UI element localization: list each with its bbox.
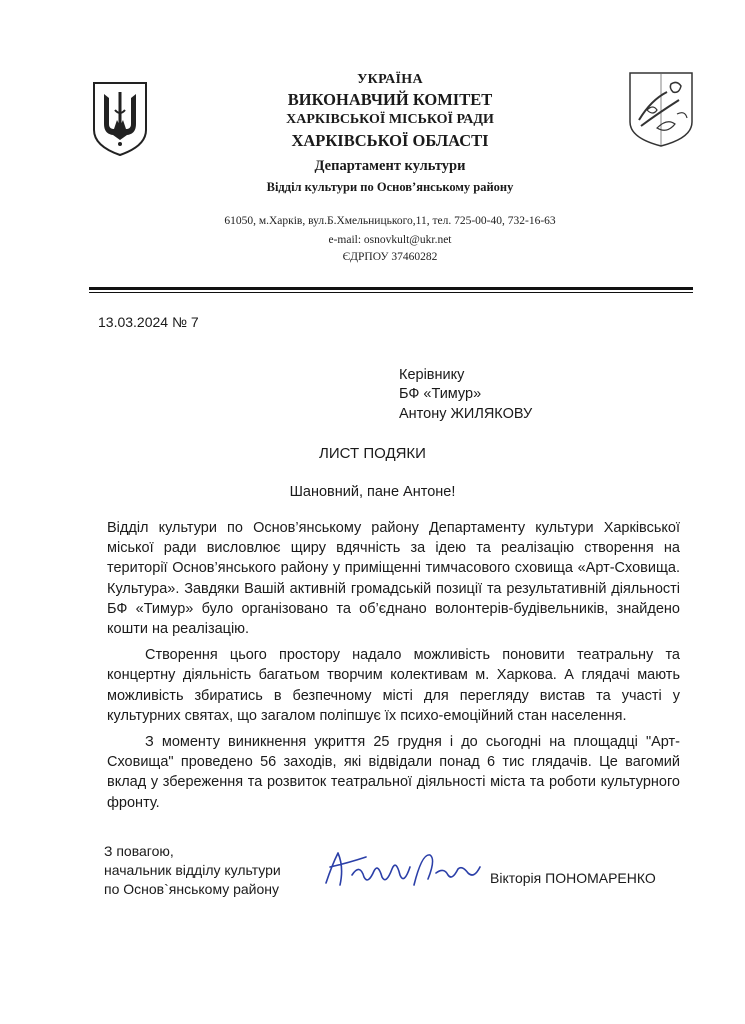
closing-line-1: З повагою, [104, 843, 174, 859]
salutation: Шановний, пане Антоне! [289, 484, 456, 500]
recipient-line-1: Керівнику [399, 367, 465, 383]
letterhead-committee: ВИКОНАВЧИЙ КОМІТЕТ [287, 90, 493, 109]
letterhead-edrpou: ЄДРПОУ 37460282 [342, 251, 438, 263]
letterhead-office: Відділ культури по Основ’янському району [266, 180, 514, 194]
document-title: ЛИСТ ПОДЯКИ [319, 445, 426, 462]
letterhead-email: e-mail: osnovkult@ukr.net [328, 234, 452, 246]
body-paragraph-2: Створення цього простору надало можливість поновити театральну та концертну діяльність багатьом творчим колективам м. Харкова. А глядачі мають можливість збиратись в безпечному місті для перегляду вистав та участі у культурних святах, що загалом поліпшує їх психо-емоційний стан населення. [107, 647, 680, 724]
letterhead-country: УКРАЇНА [357, 72, 423, 87]
body-paragraph-3: З моменту виникнення укриття 25 грудня і до сьогодні на площадці "Арт-Сховища" проведено 56 заходів, які відвідали понад 6 тис глядачів. Це вагомий вклад у збереження та розвиток театральної діяльності міста та роботи культурного фронту. [107, 734, 680, 811]
recipient-line-3: Антону ЖИЛЯКОВУ [399, 406, 533, 422]
letterhead-address: 61050, м.Харків, вул.Б.Хмельницького,11, тел. 725-00-40, 732-16-63 [224, 215, 556, 227]
closing-line-2: начальник відділу культури [104, 862, 281, 878]
closing-line-3: по Основ`янському району [104, 881, 280, 897]
body-paragraph-1: Відділ культури по Основ’янському району Департаменту культури Харківської міської ради висловлює щиру вдячність за ідею та реалізацію створення на території Основ’янського району у приміщенні тимчасового сховища «Арт-Сховища. Культура». Завдяки Вашій активній громадській позиції та результативній діяльності БФ «Тимур» було організовано та об’єднано волонтерів-будівельників, знайдено кошти на реалізацію. [107, 520, 680, 638]
closing-block [104, 842, 281, 899]
letterhead-council: ХАРКІВСЬКОЇ МІСЬКОЇ РАДИ [286, 112, 494, 127]
signer-name: Вікторія ПОНОМАРЕНКО [490, 870, 656, 886]
letter-body [107, 518, 680, 819]
letterhead-divider-thick [89, 287, 693, 290]
date-and-number: 13.03.2024 № 7 [98, 314, 199, 330]
letterhead-divider-thin [89, 292, 693, 293]
ukraine-coat-of-arms-icon [91, 80, 149, 158]
kharkiv-coat-of-arms-icon [627, 70, 695, 148]
letterhead-region: ХАРКІВСЬКОЇ ОБЛАСТІ [291, 131, 489, 150]
handwritten-signature [318, 845, 483, 895]
recipient-line-2: БФ «Тимур» [399, 386, 482, 402]
letterhead-department: Департамент культури [314, 158, 466, 174]
